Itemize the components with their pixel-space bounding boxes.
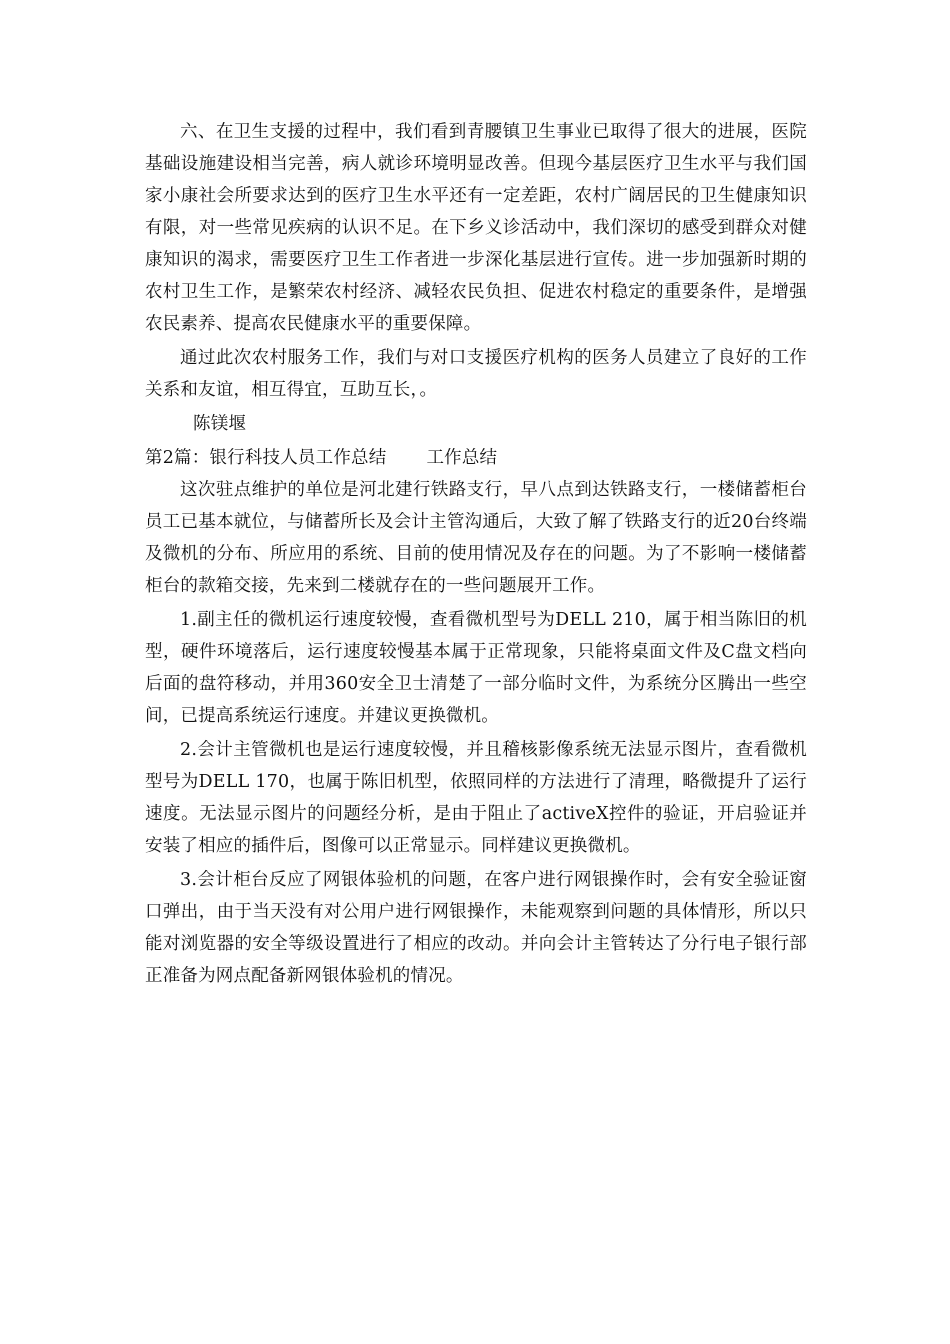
paragraph-health-support: 六、在卫生支援的过程中，我们看到青腰镇卫生事业已取得了很大的进展，医院基础设施建设相当完善，病人就诊环境明显改善。但现今基层医疗卫生水平与我们国家小康社会所要求达到的医疗卫生水平还有一定差距，农村广阔居民的卫生健康知识有限，对一些常见疾病的认识不足。在下乡义诊活动中，我们深切的感受到群众对健康知识的渴求，需要医疗卫生工作者进一步深化基层进行宣传。进一步加强新时期的农村卫生工作，是繁荣农村经济、减轻农民负担、促进农村稳定的重要条件，是增强农民素养、提高农民健康水平的重要保障。: [145, 122, 807, 334]
paragraph-item-1: 1.副主任的微机运行速度较慢，查看微机型号为DELL 210，属于相当陈旧的机型，硬件环境落后，运行速度较慢基本属于正常现象，只能将桌面文件及C盘文档向后面的盘符移动，并用360安全卫士清楚了一部分临时文件，为系统分区腾出一些空间，已提高系统运行速度。并建议更换微机。: [145, 610, 807, 726]
paragraph-rural-service: 通过此次农村服务工作，我们与对口支援医疗机构的医务人员建立了良好的工作关系和友谊，相互得宜，互助互长，。: [145, 348, 807, 400]
article-heading: [145, 442, 807, 474]
document-body: [145, 116, 807, 992]
author-signature: 陈镁堰: [193, 414, 247, 434]
article-title: 第2篇：银行科技人员工作总结: [145, 448, 387, 468]
article-subtitle: 工作总结: [426, 448, 498, 468]
paragraph-item-3: 3.会计柜台反应了网银体验机的问题，在客户进行网银操作时，会有安全验证窗口弹出，由于当天没有对公用户进行网银操作，未能观察到问题的具体情形，所以只能对浏览器的安全等级设置进行了相应的改动。并向会计主管转达了分行电子银行部正准备为网点配备新网银体验机的情况。: [145, 870, 807, 986]
paragraph-item-2: 2.会计主管微机也是运行速度较慢，并且稽核影像系统无法显示图片，查看微机型号为DELL 170，也属于陈旧机型，依照同样的方法进行了清理，略微提升了运行速度。无法显示图片的问题经分析，是由于阻止了activeX控件的验证，开启验证并安装了相应的插件后，图像可以正常显示。同样建议更换微机。: [145, 740, 808, 856]
paragraph-intro: 这次驻点维护的单位是河北建行铁路支行，早八点到达铁路支行，一楼储蓄柜台员工已基本就位，与储蓄所长及会计主管沟通后，大致了解了铁路支行的近20台终端及微机的分布、所应用的系统、目前的使用情况及存在的问题。为了不影响一楼储蓄柜台的款箱交接，先来到二楼就存在的一些问题展开工作。: [145, 480, 807, 596]
